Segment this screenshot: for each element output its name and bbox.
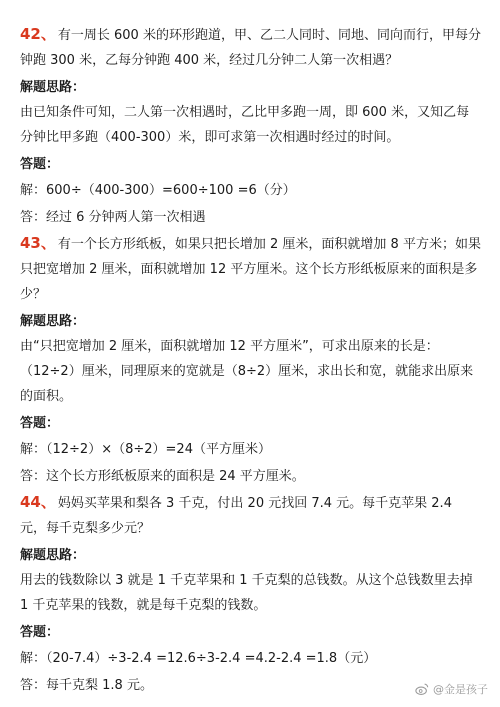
watermark <box>415 681 488 697</box>
solution-line: 解：600÷（400-300）=600÷100 =6（分） <box>20 183 296 198</box>
answer-heading: 答题： <box>20 157 60 172</box>
solution-line: 解：（20-7.4）÷3-2.4 =12.6÷3-2.4 =4.2-2.4 =1.8（元） <box>20 651 377 666</box>
watermark-text: @金是孩子 <box>433 683 488 696</box>
final-answer: 答：这个长方形纸板原来的面积是 24 平方厘米。 <box>20 469 305 484</box>
answer-heading: 答题： <box>20 625 60 640</box>
problem-42 <box>20 22 482 231</box>
question-text: 42、 有一周长 600 米的环形跑道，甲、乙二人同时、同地、同向而行，甲每分钟跑 300 米，乙每分钟跑 400 米，经过几分钟二人第一次相遇？ <box>20 25 481 68</box>
problem-44 <box>20 490 482 699</box>
question-text: 44、 妈妈买苹果和梨各 3 千克，付出 20 元找回 7.4 元。每千克苹果 2.4 元，每千克梨多少元？ <box>20 493 452 536</box>
solution-line: 解：（12÷2）×（8÷2）=24（平方厘米） <box>20 442 271 457</box>
weibo-icon <box>415 682 429 696</box>
approach-heading: 解题思路： <box>20 80 86 95</box>
problem-43 <box>20 231 482 490</box>
problem-number: 43、 <box>20 234 56 252</box>
answer-heading: 答题： <box>20 416 60 431</box>
approach-heading: 解题思路： <box>20 548 86 563</box>
problem-number: 44、 <box>20 493 56 511</box>
final-answer: 答：经过 6 分钟两人第一次相遇 <box>20 210 206 225</box>
approach-heading: 解题思路： <box>20 314 86 329</box>
problem-number: 42、 <box>20 25 56 43</box>
question-text: 43、 有一个长方形纸板，如果只把长增加 2 厘米，面积就增加 8 平方米；如果只把宽增加 2 厘米，面积就增加 12 平方厘米。这个长方形纸板原来的面积是多少？ <box>20 234 481 302</box>
approach-text: 由已知条件可知，二人第一次相遇时，乙比甲多跑一周，即 600 米，又知乙每分钟比甲多跑（400-300）米，即可求第一次相遇时经过的时间。 <box>20 105 470 145</box>
final-answer: 答：每千克梨 1.8 元。 <box>20 678 153 693</box>
approach-text: 用去的钱数除以 3 就是 1 千克苹果和 1 千克梨的总钱数。从这个总钱数里去掉 1 千克苹果的钱数，就是每千克梨的钱数。 <box>20 573 473 613</box>
approach-text: 由“只把宽增加 2 厘米，面积就增加 12 平方厘米”，可求出原来的长是：（12÷2）厘米，同理原来的宽就是（8÷2）厘米，求出长和宽，就能求出原来的面积。 <box>20 339 474 404</box>
